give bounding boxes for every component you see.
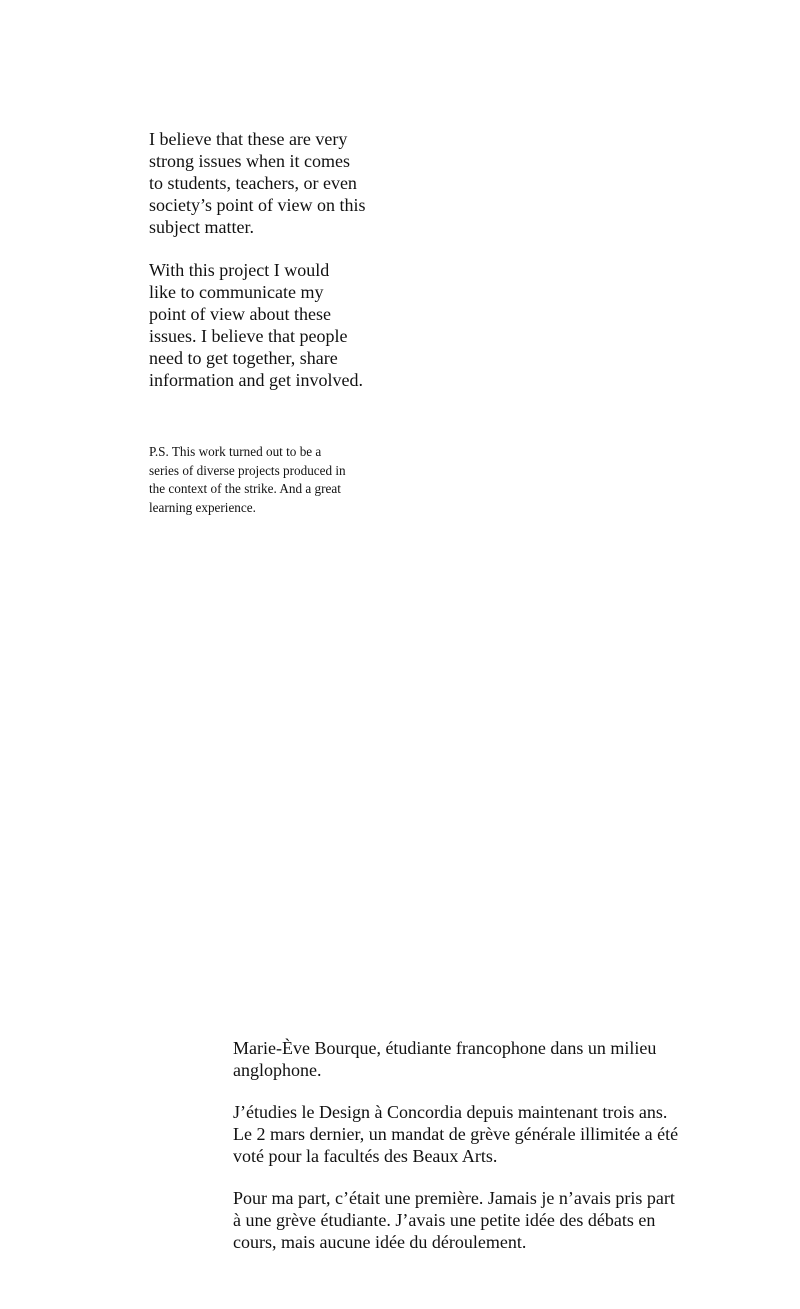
text-line: à une grève étudiante. J’avais une petite idée des débats en: [233, 1210, 656, 1230]
paragraph-author-intro: [233, 1037, 743, 1081]
paragraph-strike-context: [233, 1101, 743, 1167]
text-line: subject matter.: [149, 217, 254, 237]
text-line: J’étudies le Design à Concordia depuis maintenant trois ans.: [233, 1102, 668, 1122]
postscript-note: [149, 443, 399, 517]
text-line: Pour ma part, c’était une première. Jamais je n’avais pris part: [233, 1188, 675, 1208]
text-line: I believe that these are very: [149, 129, 348, 149]
text-line: cours, mais aucune idée du déroulement.: [233, 1232, 527, 1252]
text-line: like to communicate my: [149, 282, 324, 302]
text-line: to students, teachers, or even: [149, 173, 357, 193]
text-line: learning experience.: [149, 499, 256, 515]
text-line: issues. I believe that people: [149, 326, 348, 346]
text-line: information and get involved.: [149, 370, 363, 390]
text-line: P.S. This work turned out to be a: [149, 444, 322, 459]
text-line: With this project I would: [149, 260, 330, 280]
text-line: the context of the strike. And a great: [149, 481, 341, 496]
paragraph-project-goal: [149, 259, 399, 391]
text-line: need to get together, share: [149, 348, 338, 368]
text-line: point of view about these: [149, 304, 331, 324]
english-text-column: [149, 128, 399, 517]
text-line: anglophone.: [233, 1060, 322, 1080]
text-line: Le 2 mars dernier, un mandat de grève générale illimitée a été: [233, 1124, 679, 1144]
paragraph-first-experience: [233, 1187, 743, 1253]
french-text-column: [233, 1037, 743, 1253]
paragraph-issues: [149, 128, 399, 238]
text-line: strong issues when it comes: [149, 151, 350, 171]
text-line: series of diverse projects produced in: [149, 462, 346, 478]
text-line: voté pour la facultés des Beaux Arts.: [233, 1146, 498, 1166]
text-line: society’s point of view on this: [149, 195, 366, 215]
text-line: Marie-Ève Bourque, étudiante francophone dans un milieu: [233, 1038, 657, 1058]
